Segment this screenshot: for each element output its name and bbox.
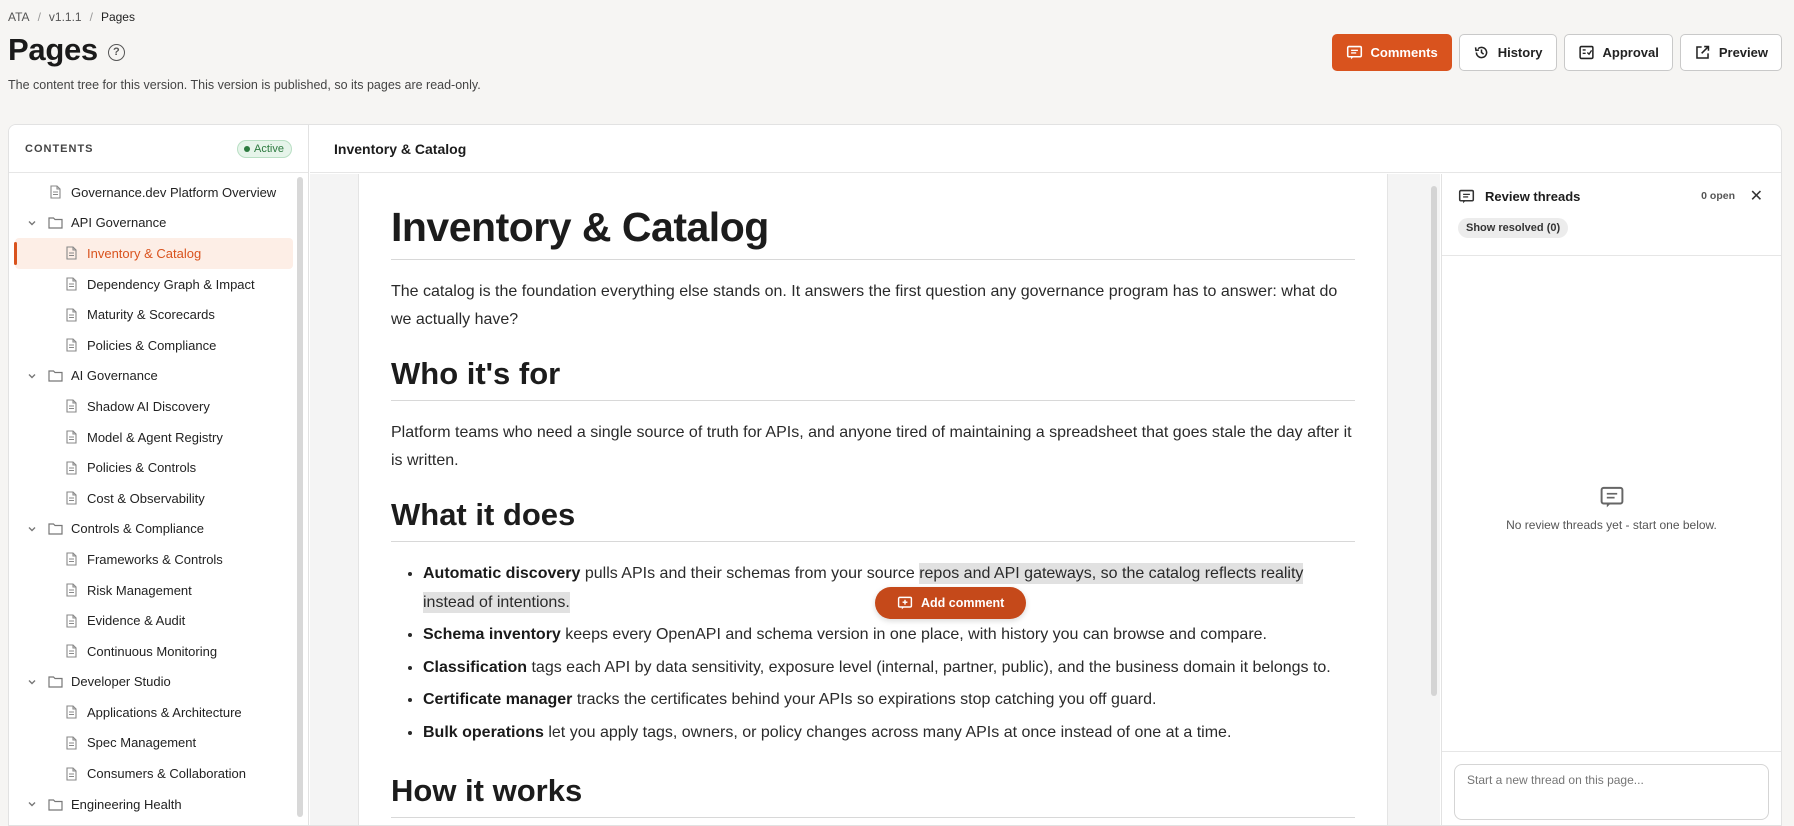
page-icon (63, 582, 79, 598)
tree-item-label: Applications & Architecture (87, 704, 242, 720)
breadcrumb-item-ata[interactable]: ATA (8, 10, 30, 24)
tree-item-label: Risk Management (87, 582, 192, 598)
content-header-title: Inventory & Catalog (310, 125, 1781, 173)
tree-page[interactable] (9, 636, 299, 667)
review-threads-icon (1458, 188, 1475, 205)
tree-page[interactable] (9, 483, 299, 514)
page-icon (63, 245, 79, 261)
tree-item-label: Controls & Compliance (71, 521, 204, 537)
folder-icon (47, 674, 63, 690)
content-tree (9, 177, 299, 819)
add-comment-button[interactable] (875, 587, 1026, 619)
tree-item-label: Governance.dev Platform Overview (71, 184, 277, 200)
feature-text: tags each API by data sensitivity, exposure level (internal, partner, public), and the business domain it belongs to. (527, 658, 1331, 676)
history-button[interactable] (1459, 34, 1557, 71)
history-icon (1473, 44, 1490, 61)
tree-folder[interactable] (9, 789, 299, 820)
breadcrumb-item-version[interactable]: v1.1.1 (48, 10, 82, 24)
feature-name: Schema inventory (423, 626, 561, 643)
tree-page[interactable] (9, 177, 299, 208)
page-title: Pages (8, 32, 98, 67)
folder-icon (47, 215, 63, 231)
selected-text: repos and API gateways, so the catalog reflects reality instead of intentions. (423, 565, 1304, 611)
page-icon (63, 398, 79, 414)
list-item (423, 686, 1355, 715)
tree-item-label: Spec Management (87, 735, 197, 751)
chevron-down-icon[interactable] (25, 522, 39, 536)
new-thread-area (1442, 751, 1781, 825)
tree-folder[interactable] (9, 208, 299, 239)
tree-page[interactable] (9, 269, 299, 300)
comment-icon (1599, 484, 1625, 510)
tree-page[interactable] (9, 544, 299, 575)
folder-icon (47, 796, 63, 812)
tree-item-label: Maturity & Scorecards (87, 307, 215, 323)
tree-page[interactable] (9, 452, 299, 483)
tree-item-label: Developer Studio (71, 674, 171, 690)
tree-item-label: Policies & Controls (87, 460, 197, 476)
tree-item-label: Frameworks & Controls (87, 551, 223, 567)
list-item (423, 654, 1355, 683)
folder-icon (47, 368, 63, 384)
page-description: The content tree for this version. This version is published, so its pages are read-only. (8, 78, 481, 92)
chevron-down-icon[interactable] (25, 797, 39, 811)
tree-folder[interactable] (9, 667, 299, 698)
tree-item-label: Shadow AI Discovery (87, 398, 210, 414)
chevron-down-icon[interactable] (25, 216, 39, 230)
tree-item-label: Policies & Compliance (87, 337, 217, 353)
comment-icon (1346, 44, 1363, 61)
list-item (423, 719, 1355, 748)
page-icon (63, 429, 79, 445)
add-comment-label: Add comment (921, 596, 1005, 610)
tree-page[interactable] (9, 697, 299, 728)
doc-title: Inventory & Catalog (391, 204, 1355, 260)
close-icon[interactable]: ✕ (1749, 188, 1763, 205)
tree-page[interactable] (9, 299, 299, 330)
page-icon (63, 704, 79, 720)
feature-text: pulls APIs and their schemas from your source (580, 565, 920, 582)
review-header (1442, 174, 1781, 218)
chevron-down-icon[interactable] (25, 369, 39, 383)
divider (1442, 255, 1781, 256)
tree-page[interactable] (9, 422, 299, 453)
tree-page[interactable] (15, 238, 293, 269)
tree-folder[interactable] (9, 514, 299, 545)
breadcrumb (8, 10, 135, 24)
approval-button[interactable] (1564, 34, 1673, 71)
list-item (423, 621, 1355, 650)
preview-button-label: Preview (1718, 45, 1768, 60)
feature-text: keeps every OpenAPI and schema version in one place, with history you can browse and compare. (560, 626, 1267, 643)
feature-name: Classification (423, 658, 528, 676)
tree-page[interactable] (9, 575, 299, 606)
status-badge-label: Active (254, 142, 284, 155)
comments-button[interactable] (1332, 34, 1452, 71)
tree-page[interactable] (9, 728, 299, 759)
external-link-icon (1694, 44, 1711, 61)
tree-page[interactable] (9, 330, 299, 361)
breadcrumb-item-pages: Pages (100, 10, 135, 24)
document-area (310, 174, 1440, 825)
heading-how: How it works (391, 773, 1355, 818)
tree-item-label: Dependency Graph & Impact (87, 276, 255, 292)
tree-item-label: Inventory & Catalog (87, 245, 202, 261)
doc-who-paragraph: Platform teams who need a single source of truth for APIs, and anyone tired of maintaining a spreadsheet that goes stale the day after it is written. (391, 424, 1352, 469)
status-badge (237, 140, 292, 158)
feature-text: tracks the certificates behind your APIs so expirations stop catching you off guard. (572, 691, 1157, 708)
approval-button-label: Approval (1602, 45, 1659, 60)
page-icon (63, 551, 79, 567)
page-icon (63, 735, 79, 751)
tree-item-label: AI Governance (71, 368, 158, 384)
history-button-label: History (1497, 45, 1543, 60)
contents-sidebar (9, 125, 309, 825)
comments-button-label: Comments (1370, 45, 1438, 60)
page-icon (63, 613, 79, 629)
breadcrumb-separator: / (37, 10, 41, 24)
new-thread-input[interactable] (1454, 764, 1769, 820)
tree-page[interactable] (9, 391, 299, 422)
review-threads-panel (1441, 174, 1781, 825)
open-count: 0 open (1701, 190, 1735, 202)
preview-button[interactable] (1680, 34, 1782, 71)
heading-what: What it does (391, 497, 1355, 542)
page-icon (63, 307, 79, 323)
folder-icon (47, 521, 63, 537)
contents-header (9, 125, 308, 173)
tree-page[interactable] (9, 758, 299, 789)
sidebar-scrollbar[interactable] (297, 177, 303, 817)
breadcrumb-separator: / (89, 10, 93, 24)
feature-text: let you apply tags, owners, or policy changes across many APIs at once instead of one at a time. (543, 723, 1232, 741)
toolbar (1332, 34, 1782, 71)
tree-item-label: Continuous Monitoring (87, 643, 218, 659)
document-scrollbar[interactable] (1431, 186, 1437, 696)
status-dot (244, 146, 250, 152)
page-icon (63, 276, 79, 292)
tree-page[interactable] (9, 605, 299, 636)
feature-name: Bulk operations (423, 723, 544, 741)
tree-item-label: Consumers & Collaboration (87, 766, 246, 782)
help-icon[interactable]: ? (108, 44, 125, 61)
page-icon (63, 490, 79, 506)
heading-who: Who it's for (391, 356, 1355, 401)
add-comment-icon (897, 595, 913, 611)
review-title: Review threads (1485, 188, 1581, 204)
feature-name: Certificate manager (423, 691, 573, 708)
tree-item-label: Model & Agent Registry (87, 429, 223, 445)
empty-state (1442, 484, 1781, 532)
page-icon (47, 184, 63, 200)
page-icon (63, 337, 79, 353)
doc-intro: The catalog is the foundation everything else stands on. It answers the first question any governance program has to answer: what do we actually have? (391, 283, 1338, 328)
show-resolved-button[interactable]: Show resolved (0) (1458, 218, 1568, 238)
tree-item-label: API Governance (71, 215, 167, 231)
main-panel (8, 124, 1782, 826)
feature-name: Automatic discovery (423, 565, 581, 582)
approval-icon (1578, 44, 1595, 61)
tree-folder[interactable] (9, 361, 299, 392)
tree-item-label: Cost & Observability (87, 490, 205, 506)
tree-item-label: Evidence & Audit (87, 613, 186, 629)
page-icon (63, 643, 79, 659)
page-icon (63, 766, 79, 782)
empty-state-text: No review threads yet - start one below. (1506, 518, 1717, 532)
tree-item-label: Engineering Health (71, 796, 182, 812)
document-page (358, 174, 1388, 825)
contents-label: CONTENTS (25, 142, 94, 155)
chevron-down-icon[interactable] (25, 675, 39, 689)
page-icon (63, 460, 79, 476)
